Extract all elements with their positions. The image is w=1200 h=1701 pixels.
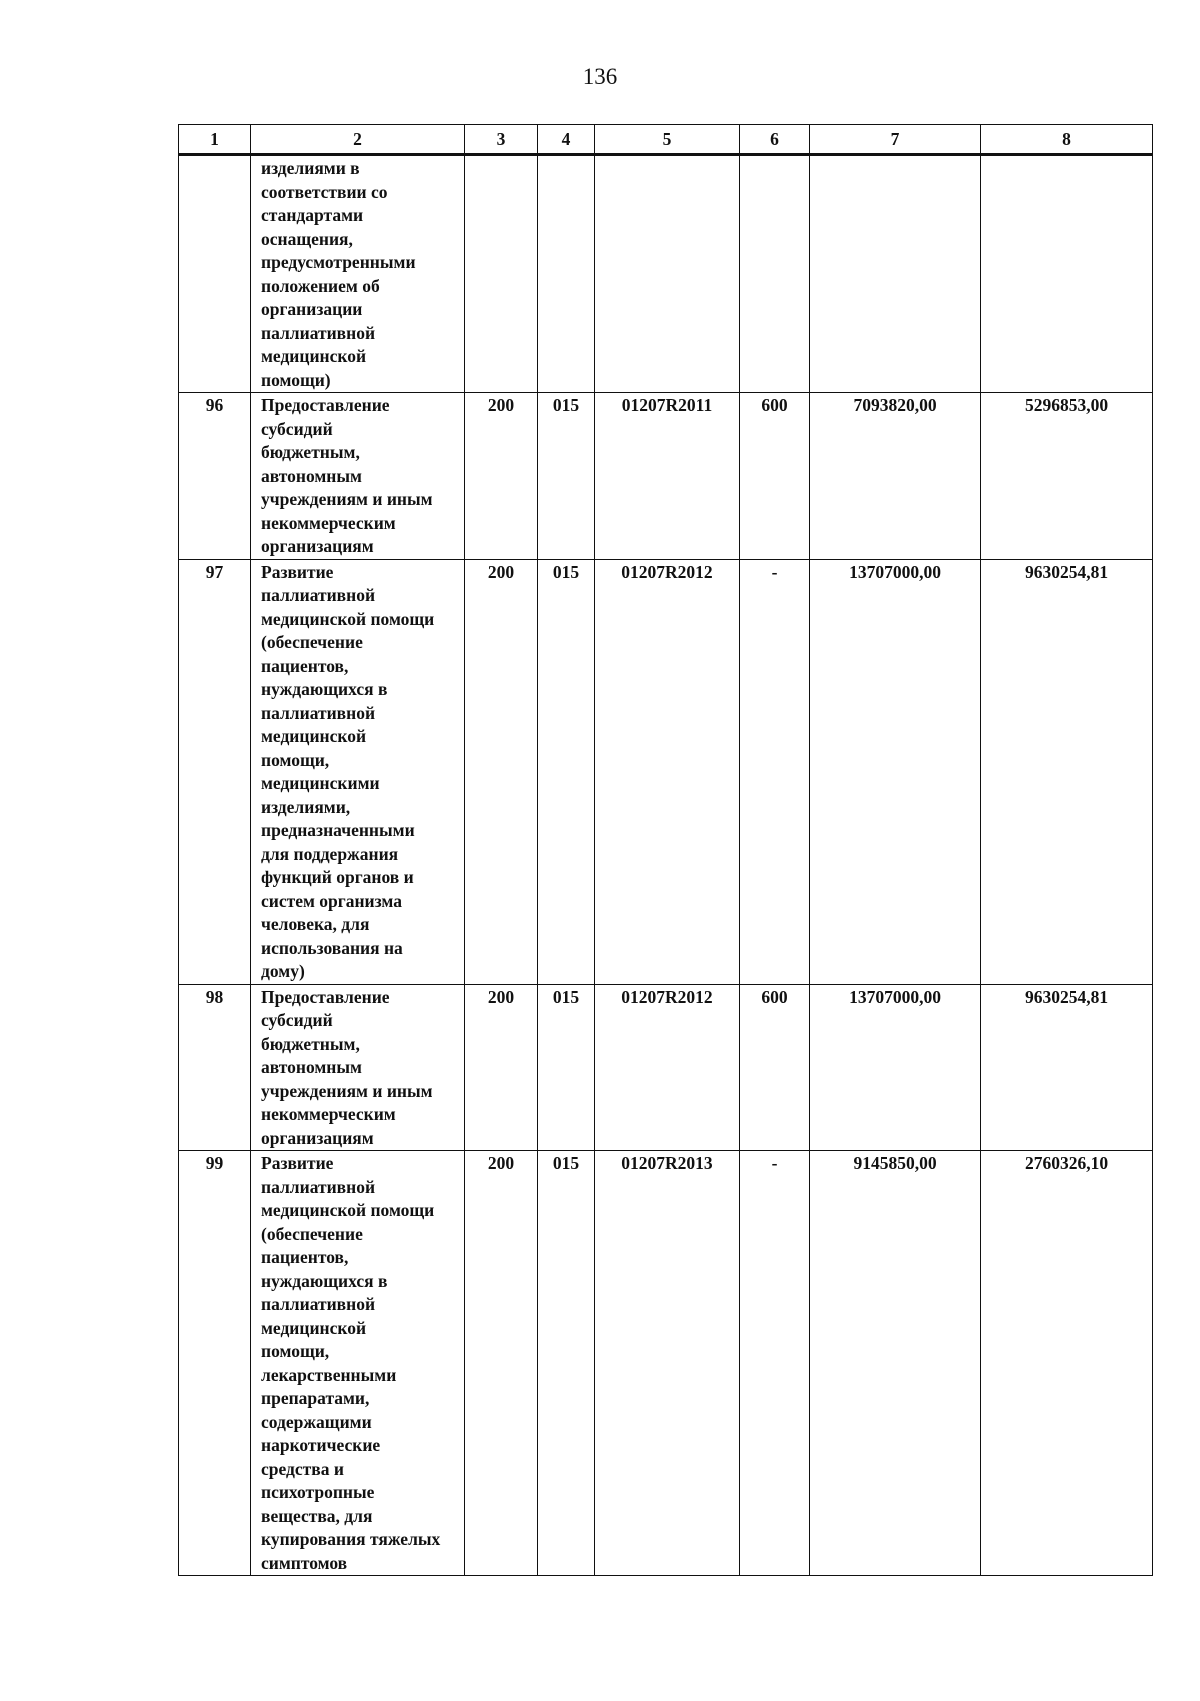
description-line: пациентов, <box>261 655 349 676</box>
table-row <box>179 559 1153 984</box>
description-line: организациям <box>261 1127 374 1148</box>
description-line: учреждениям и иным <box>261 489 433 509</box>
table-row <box>179 393 1153 560</box>
amount-column-7-cell <box>810 155 981 393</box>
description-line: симптомов <box>261 1552 348 1573</box>
description-line: некоммерческим <box>261 1104 396 1124</box>
description-line: субсидий <box>261 418 333 439</box>
description-line: Предоставление <box>261 986 390 1007</box>
description-line: нуждающихся в <box>261 679 388 699</box>
amount-column-7-cell: 9145850,00 <box>810 1151 981 1576</box>
code-column-6-cell: - <box>740 559 810 984</box>
code-column-3-cell <box>465 155 538 393</box>
description-line: препаратами, <box>261 1388 370 1408</box>
page-number: 136 <box>582 64 618 89</box>
description-line: стандартами <box>261 205 364 225</box>
amount-column-8-cell: 2760326,10 <box>981 1151 1153 1576</box>
row-number-cell <box>179 155 251 393</box>
column-header-3: 3 <box>465 125 538 155</box>
column-header-4: 4 <box>538 125 595 155</box>
description-line: паллиативной <box>261 1294 376 1314</box>
budget-table <box>178 124 1153 1576</box>
description-line: медицинской помощи <box>261 1200 435 1220</box>
description-line: предназначенными <box>261 820 415 840</box>
description-line: купирования тяжелых <box>261 1529 441 1549</box>
description-line: пациентов, <box>261 1247 349 1267</box>
description-line: учреждениям и иным <box>261 1080 433 1101</box>
amount-column-7-cell: 7093820,00 <box>810 393 981 560</box>
amount-column-8-cell: 9630254,81 <box>981 984 1153 1151</box>
description-line: изделиями, <box>261 796 351 817</box>
column-header-1: 1 <box>179 125 251 155</box>
description-line: бюджетным, <box>261 1033 360 1054</box>
description-line: паллиативной <box>261 1176 376 1197</box>
code-column-6-cell <box>740 155 810 393</box>
code-column-5-cell: 01207R2013 <box>595 1151 740 1576</box>
amount-column-7-cell: 13707000,00 <box>810 559 981 984</box>
description-line: оснащения, <box>261 228 353 249</box>
code-column-4-cell: 015 <box>538 393 595 560</box>
description-line: (обеспечение <box>261 632 363 652</box>
description-line: медицинской <box>261 1317 367 1338</box>
column-header-7: 7 <box>810 125 981 155</box>
amount-column-8-cell: 5296853,00 <box>981 393 1153 560</box>
code-column-5-cell: 01207R2012 <box>595 984 740 1151</box>
code-column-3-cell: 200 <box>465 393 538 560</box>
amount-column-8-cell: 9630254,81 <box>981 559 1153 984</box>
amount-column-8-cell <box>981 155 1153 393</box>
description-line: паллиативной <box>261 322 376 343</box>
description-line: нуждающихся в <box>261 1270 388 1291</box>
column-header-6: 6 <box>740 125 810 155</box>
description-cell <box>251 155 465 393</box>
row-number-cell: 96 <box>179 393 251 560</box>
description-line: медицинской <box>261 726 367 746</box>
description-line: организациям <box>261 536 374 556</box>
description-line: средства и <box>261 1458 344 1479</box>
description-line: лекарственными <box>261 1364 397 1385</box>
description-cell <box>251 984 465 1151</box>
description-line: помощи, <box>261 1341 330 1361</box>
code-column-3-cell: 200 <box>465 984 538 1151</box>
description-line: субсидий <box>261 1010 333 1030</box>
description-line: бюджетным, <box>261 442 360 462</box>
description-line: помощи, <box>261 749 330 770</box>
description-line: вещества, для <box>261 1505 373 1526</box>
description-line: для поддержания <box>261 843 399 864</box>
row-number-cell: 97 <box>179 559 251 984</box>
description-line: автономным <box>261 1057 362 1077</box>
description-line: изделиями в <box>261 158 360 178</box>
code-column-4-cell: 015 <box>538 559 595 984</box>
description-line: человека, для <box>261 914 370 934</box>
description-line: некоммерческим <box>261 512 396 533</box>
column-header-5: 5 <box>595 125 740 155</box>
description-line: медицинской <box>261 346 367 366</box>
description-line: Развитие <box>261 1153 334 1173</box>
table-row <box>179 984 1153 1151</box>
column-header-8: 8 <box>981 125 1153 155</box>
description-line: помощи) <box>261 369 331 390</box>
description-line: положением об <box>261 275 380 296</box>
code-column-5-cell <box>595 155 740 393</box>
description-line: Развитие <box>261 561 334 582</box>
row-number-cell: 98 <box>179 984 251 1151</box>
description-line: медицинскими <box>261 773 380 793</box>
code-column-3-cell: 200 <box>465 559 538 984</box>
table-row <box>179 1151 1153 1576</box>
code-column-5-cell: 01207R2012 <box>595 559 740 984</box>
description-line: (обеспечение <box>261 1223 363 1244</box>
description-line: функций органов и <box>261 867 414 887</box>
code-column-4-cell: 015 <box>538 984 595 1151</box>
description-cell <box>251 393 465 560</box>
code-column-4-cell <box>538 155 595 393</box>
description-line: паллиативной <box>261 585 376 605</box>
description-line: дому) <box>261 961 305 981</box>
description-line: систем организма <box>261 890 402 911</box>
table-row <box>179 155 1153 393</box>
amount-column-7-cell: 13707000,00 <box>810 984 981 1151</box>
description-line: предусмотренными <box>261 252 416 272</box>
description-line: соответствии со <box>261 181 388 202</box>
code-column-5-cell: 01207R2011 <box>595 393 740 560</box>
column-header-2: 2 <box>251 125 465 155</box>
table-body <box>179 155 1153 1576</box>
code-column-4-cell: 015 <box>538 1151 595 1576</box>
description-line: содержащими <box>261 1411 372 1432</box>
code-column-6-cell: 600 <box>740 984 810 1151</box>
description-line: медицинской помощи <box>261 608 435 629</box>
header-row <box>179 125 1153 155</box>
description-line: наркотические <box>261 1435 381 1455</box>
description-cell <box>251 559 465 984</box>
description-cell <box>251 1151 465 1576</box>
description-line: использования на <box>261 937 403 958</box>
code-column-3-cell: 200 <box>465 1151 538 1576</box>
description-line: автономным <box>261 465 362 486</box>
code-column-6-cell: - <box>740 1151 810 1576</box>
description-line: паллиативной <box>261 702 376 723</box>
row-number-cell: 99 <box>179 1151 251 1576</box>
description-line: Предоставление <box>261 395 390 415</box>
description-line: организации <box>261 299 363 319</box>
code-column-6-cell: 600 <box>740 393 810 560</box>
description-line: психотропные <box>261 1482 375 1502</box>
